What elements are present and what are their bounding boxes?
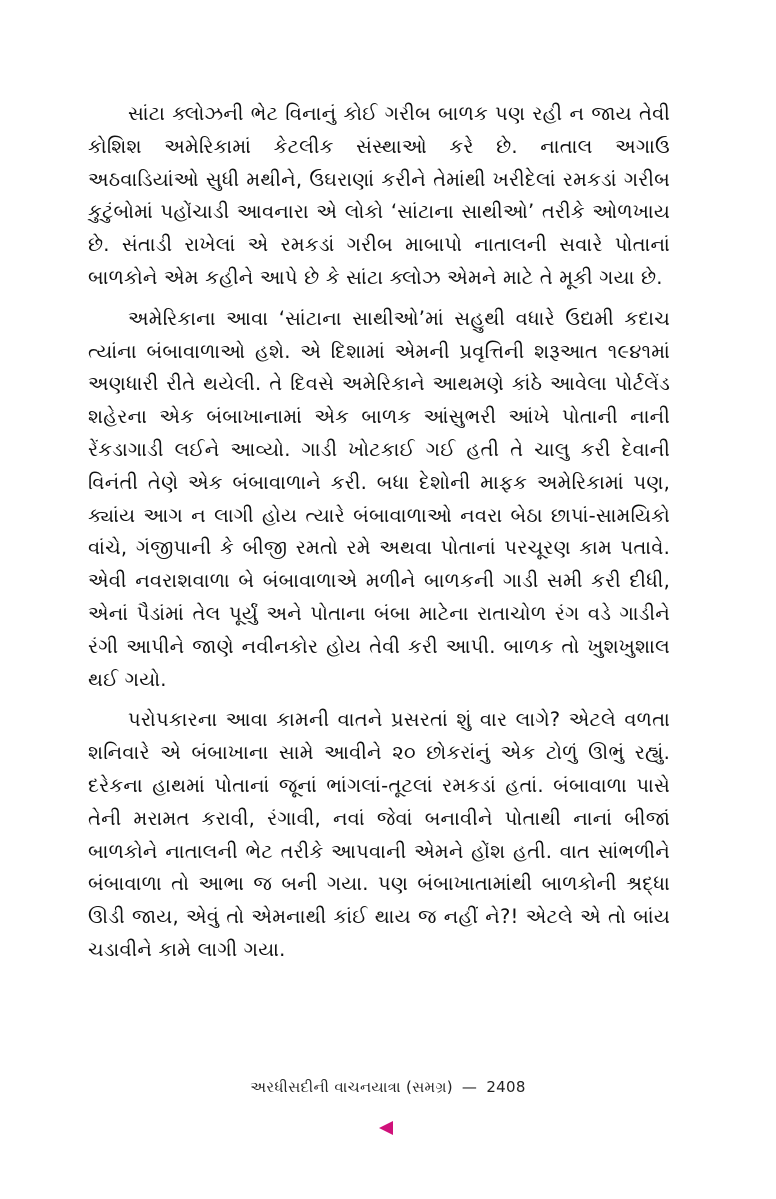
paragraph-2: અમેરિકાના આવા ‘સાંટાના સાથીઓ’માં સહુથી વધારે ઉદ્યમી કદાચ ત્યાંના બંબાવાળાઓ હશે. એ દિશામાં એમની પ્રવૃત્તિની શરૂઆત ૧૯૪૧માં અણધારી રીતે થયેલી. તે દિવસે અમેરિકાને આથમણે કાંઠે આવેલા પોર્ટલેંડ શહેરના એક બંબાખાનામાં એક બાળક આંસુભરી આંખે પોતાની નાની રેંકડાગાડી લઈને આવ્યો. ગાડી ખોટકાઈ ગઈ હતી તે ચાલુ કરી દેવાની વિનંતી તેણે એક બંબાવાળાને કરી. બધા દેશોની માફક અમેરિકામાં પણ, ક્યાંય આગ ન લાગી હોય ત્યારે બંબાવાળાઓ નવરા બેઠા છાપાં-સામયિકો વાંચે, ગંજીપાની કે બીજી રમતો રમે અથવા પોતાનાં પરચૂરણ કામ પતાવે. એવી નવરાશવાળા બે બંબાવાળાએ મળીને બાળકની ગાડી સમી કરી દીધી, એનાં પૈડાંમાં તેલ પૂર્યું અને પોતાના બંબા માટેના રાતાચોળ રંગ વડે ગાડીને રંગી આપીને જાણે નવીનકોર હોય તેવી કરી આપી. બાળક તો ખુશખુશાલ થઈ ગયો. [88,306,670,691]
previous-page-arrow-icon[interactable] [379,1121,393,1135]
paragraph-3: પરોપકારના આવા કામની વાતને પ્રસરતાં શું વાર લાગે? એટલે વળતા શનિવારે એ બંબાખાના સામે આવીને ૨૦ છોકરાંનું એક ટોળું ઊભું રહ્યું. દરેકના હાથમાં પોતાનાં જૂનાં ભાંગલાં-તૂટલાં રમકડાં હતાં. બંબાવાળા પાસે તેની મરામત કરાવી, રંગાવી, નવાં જેવાં બનાવીને પોતાથી નાનાં બીજાં બાળકોને નાતાલની ભેટ તરીકે આપવાની એમને હોંશ હતી. વાત સાંભળીને બંબાવાળા તો આભા જ બની ગયા. પણ બંબાખાતામાંથી બાળકોની શ્રદ્ધા ઊડી જાય, એવું તો એમનાથી કાંઈ થાય જ નહીં ને?! એટલે એ તો બાંય ચડાવીને કામે લાગી ગયા. [88,708,670,961]
footer-book-title: અરધીસદીની વાચનયાત્રા (સમગ્ર) [250,1078,453,1096]
footer-separator: — [461,1078,478,1096]
paragraph-1: સાંટા ક્લોઝની ભેટ વિનાનું કોઈ ગરીબ બાળક પણ રહી ન જાય તેવી કોશિશ અમેરિકામાં કેટલીક સંસ્થાઓ કરે છે. નાતાલ અગાઉ અઠવાડિયાંઓ સુધી મથીને, ઉઘરાણાં કરીને તેમાંથી ખરીદેલાં રમકડાં ગરીબ કુટુંબોમાં પહોંચાડી આવનારા એ લોકો ‘સાંટાના સાથીઓ’ તરીકે ઓળખાય છે. સંતાડી રાખેલાં એ રમકડાં ગરીબ માબાપો નાતાલની સવારે પોતાનાં બાળકોને એમ કહીને આપે છે કે સાંટા ક્લોઝ એમને માટે તે મૂકી ગયા છે. [88,102,670,289]
page-body [88,98,670,975]
footer-page-number: 2408 [486,1078,526,1096]
page-footer [0,1078,776,1096]
